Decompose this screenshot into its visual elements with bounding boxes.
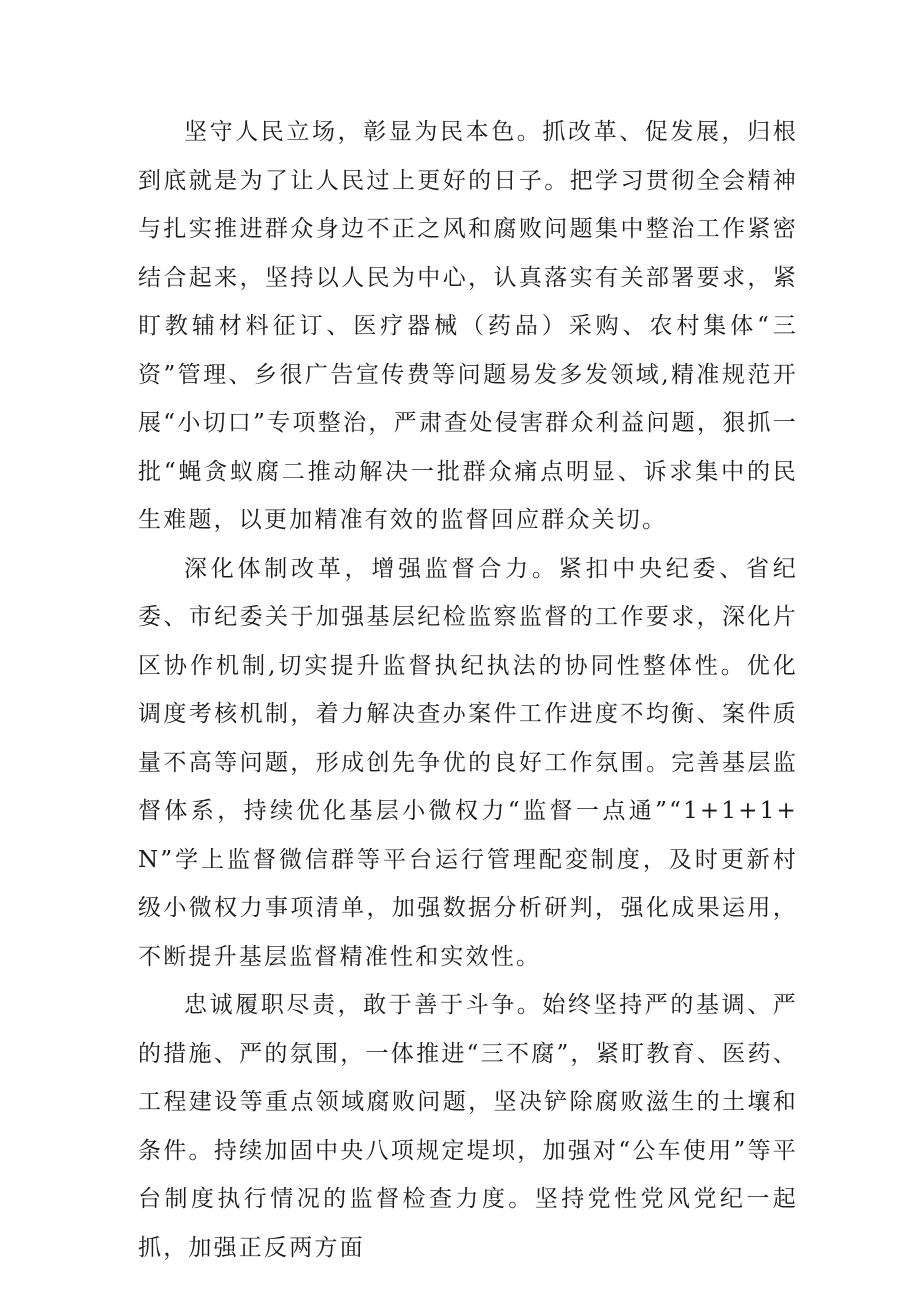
document-body [138,108,798,1272]
paragraph-duty-struggle: 忠诚履职尽责，敢于善于斗争。始终坚持严的基调、严的措施、严的氛围，一体推进“三不腐”，紧盯教育、医药、工程建设等重点领域腐败问题，坚决铲除腐败滋生的土壤和条件。持续加固中央八项规定堤坝，加强对“公车使用”等平台制度执行情况的监督检查力度。坚持党性党风党纪一起抓，加强正反两方面 [138,992,798,1261]
paragraph-people-stance: 坚守人民立场，彰显为民本色。抓改革、促发展，归根到底就是为了让人民过上更好的日子。把学习贯彻全会精神与扎实推进群众身边不正之风和腐败问题集中整治工作紧密结合起来，坚持以人民为中心，认真落实有关部署要求，紧盯教辅材料征订、医疗器械（药品）采购、农村集体“三资”管理、乡很广告宣传费等问题易发多发领域,精准规范开展“小切口”专项整治，严肃查处侵害群众利益问题，狠抓一批“蝇贪蚁腐二推动解决一批群众痛点明显、诉求集中的民生难题，以更加精准有效的监督回应群众关切。 [138,119,798,533]
paragraph-system-reform: 深化体制改革，增强监督合力。紧扣中央纪委、省纪委、市纪委关于加强基层纪检监察监督的工作要求，深化片区协作机制,切实提升监督执纪执法的协同性整体性。优化调度考核机制，着力解决查办案件工作进度不均衡、案件质量不高等问题，形成创先争优的良好工作氛围。完善基层监督体系，持续优化基层小微权力“监督一点通”“1+1+1+N”学上监督微信群等平台运行管理配変制度，及时更新村级小微权力事项清单，加强数据分析研判，强化成果运用，不断提升基层监督精准性和实效性。 [138,555,798,970]
